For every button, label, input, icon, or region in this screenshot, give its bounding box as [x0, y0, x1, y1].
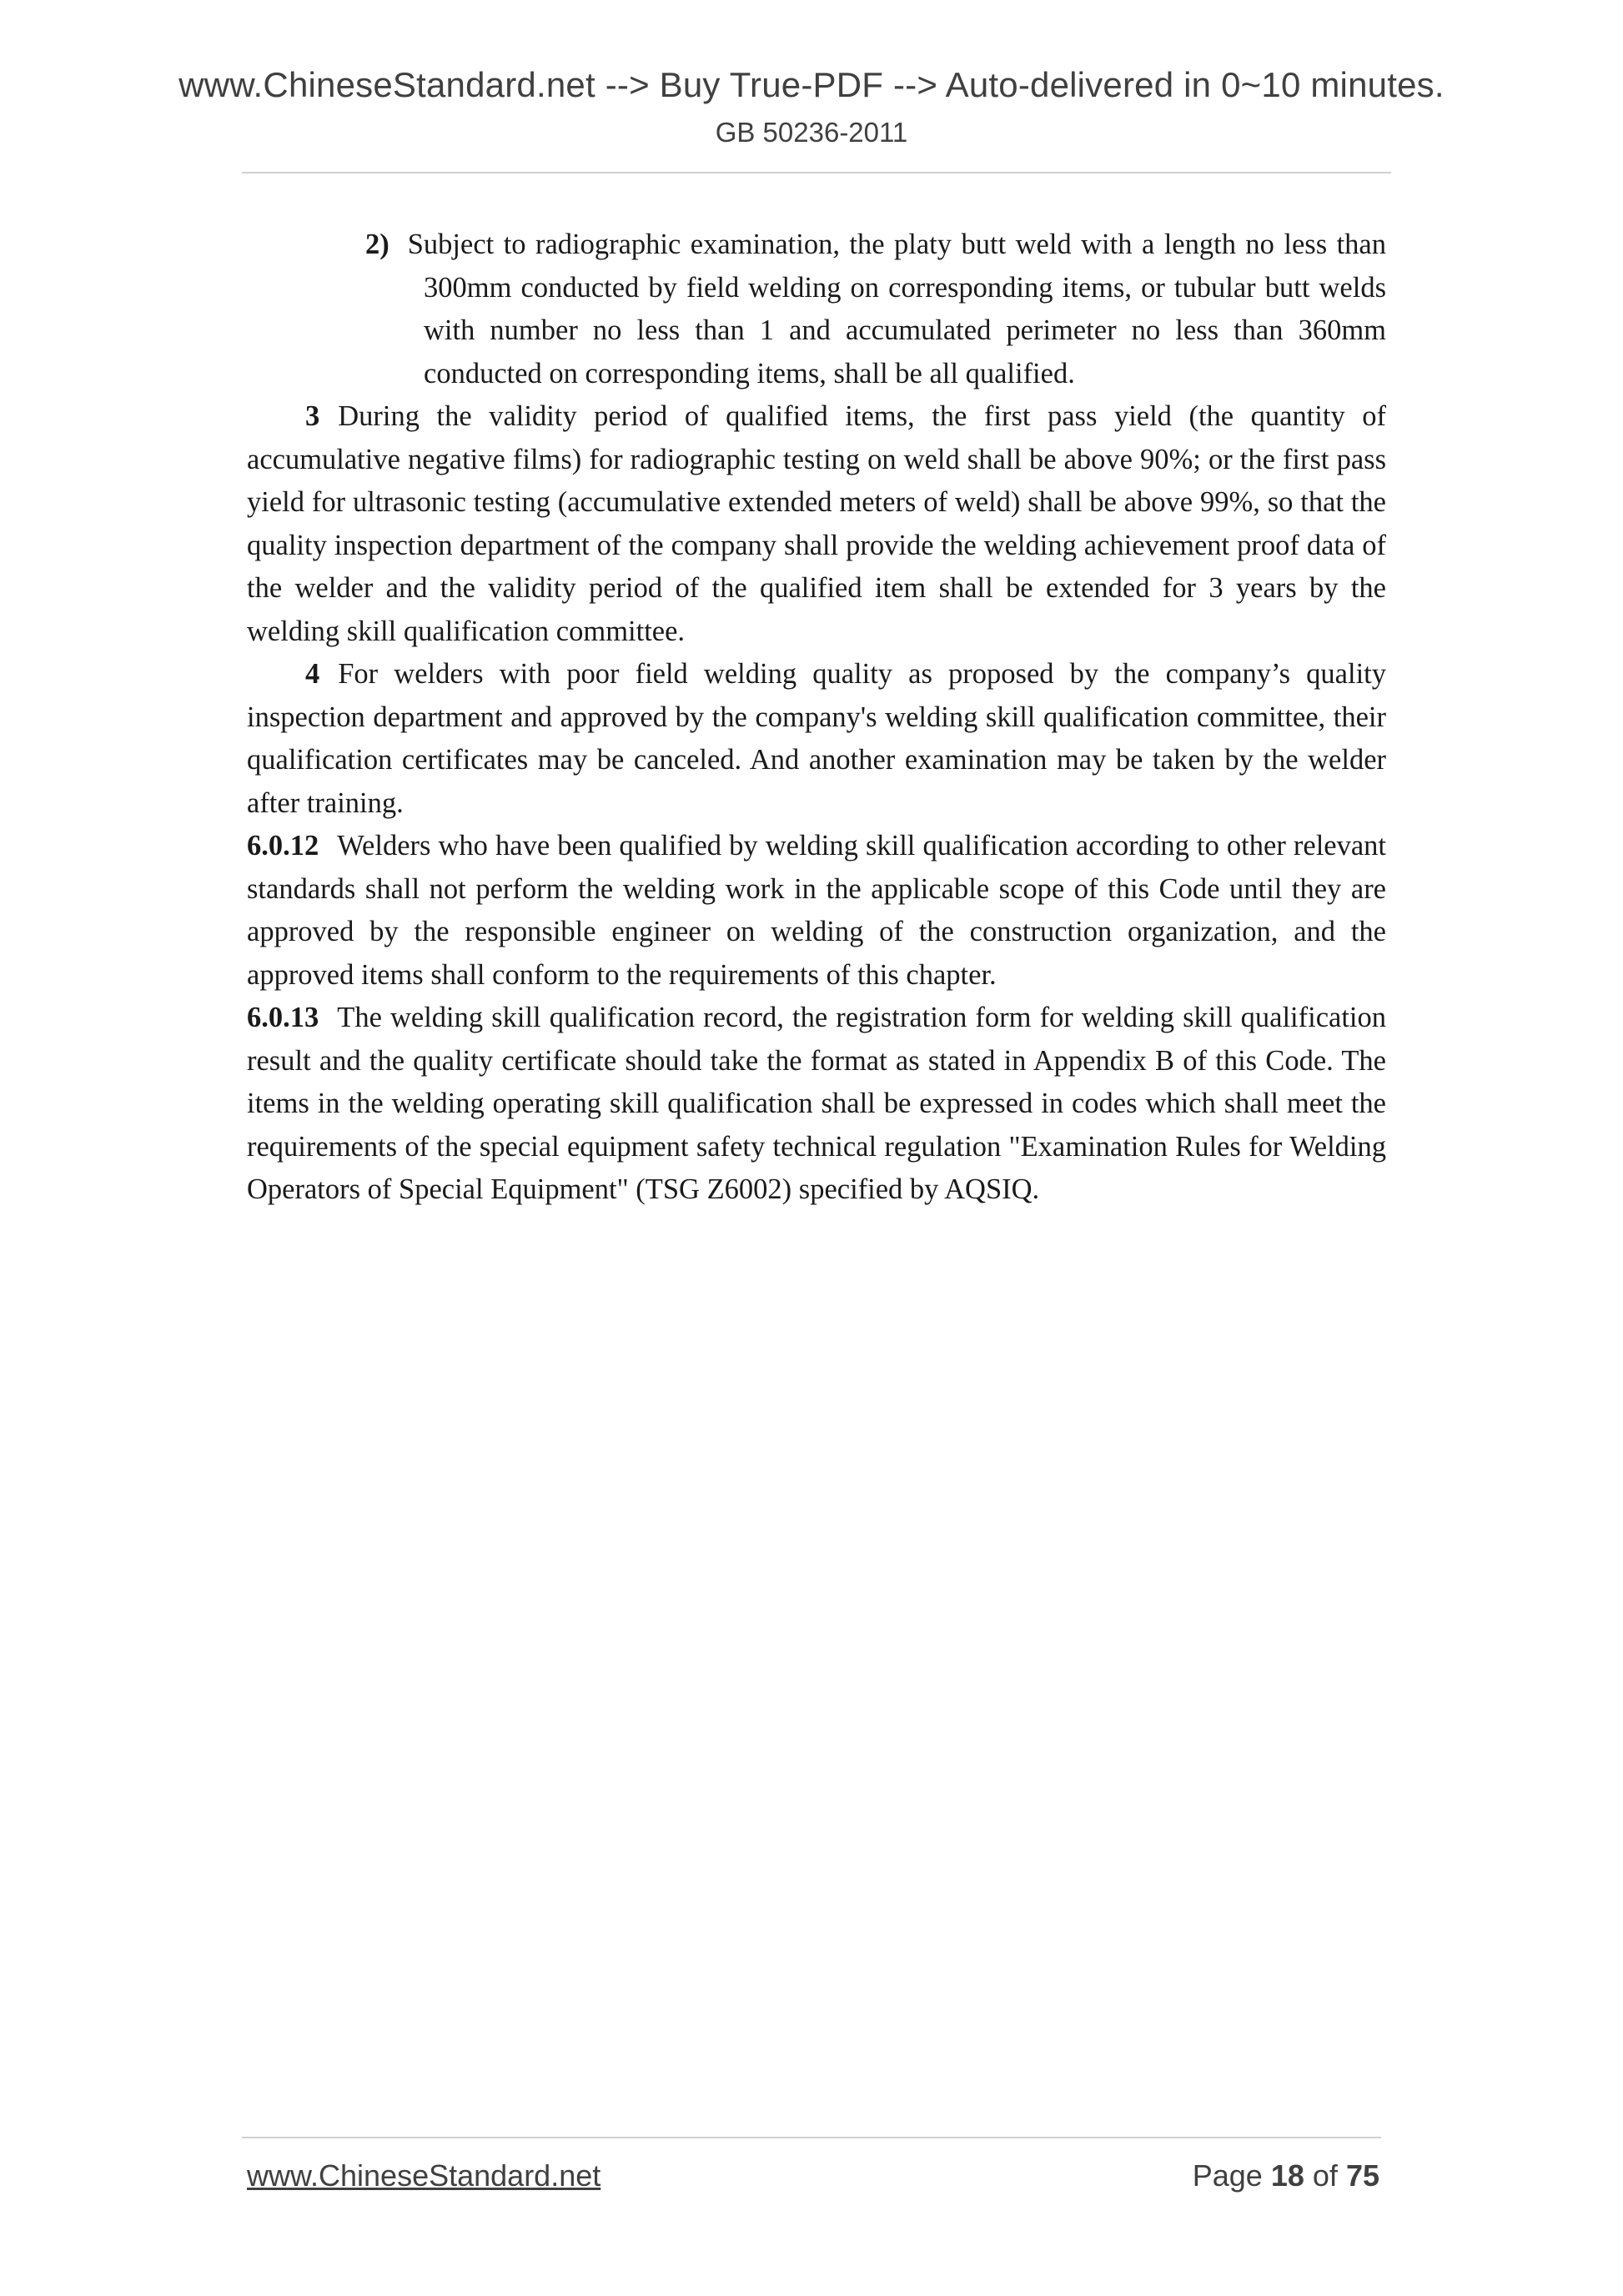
page-indicator — [1193, 2158, 1379, 2193]
clause-text: Welders who have been qualified by welding skill qualification according to other relevant standards shall not perform the welding work in the applicable scope of this Code until they are approved by the responsible engineer on welding of the construction organization, and the approved items shall conform to the requirements of this chapter. — [247, 830, 1386, 991]
document-body — [247, 224, 1386, 1212]
footer-site-link[interactable]: www.ChineseStandard.net — [247, 2158, 601, 2193]
page-total: 75 — [1345, 2158, 1379, 2193]
page-current: 18 — [1270, 2158, 1304, 2193]
sub-item-2 — [247, 224, 1386, 395]
header-divider — [242, 172, 1391, 173]
page-of-word: of — [1312, 2158, 1338, 2193]
item-4 — [247, 653, 1386, 825]
clause-6-0-13 — [247, 997, 1386, 1212]
header-promo-text: www.ChineseStandard.net --> Buy True-PDF --> Auto-delivered in 0~10 minutes. — [178, 65, 1445, 104]
page-word: Page — [1192, 2158, 1263, 2193]
clause-number: 6.0.12 — [247, 830, 319, 862]
sub-item-text: Subject to radiographic examination, the platy butt weld with a length no less than 300mm conducted by field welding on corresponding items, or tubular butt welds with number no less than 1 and accumulated perimeter no less than 360mm conducted on corresponding items, shall be all qualified. — [407, 229, 1386, 389]
item-number: 3 — [305, 400, 320, 432]
clause-text: The welding skill qualification record, the registration form for welding skill qualification result and the quality certificate should take the format as stated in Appendix B of this Code. The items in the welding operating skill qualification shall be expressed in codes which shall meet the requirements of the special equipment safety technical regulation "Examination Rules for Welding Operators of Special Equipment" (TSG Z6002) specified by AQSIQ. — [247, 1002, 1386, 1205]
standard-code: GB 50236-2011 — [715, 117, 908, 148]
footer-divider — [242, 2137, 1381, 2138]
item-number: 4 — [305, 658, 320, 690]
sub-item-number: 2) — [365, 229, 389, 260]
item-text: During the validity period of qualified items, the first pass yield (the quantity of accumulative negative films) for radiographic testing on weld shall be above 90%; or the first pass yield for ultrasonic testing (accumulative extended meters of weld) shall be above 99%, so that the quality inspection department of the company shall provide the welding achievement proof data of the welder and the validity period of the qualified item shall be extended for 3 years by the welding skill qualification committee. — [247, 400, 1386, 647]
clause-number: 6.0.13 — [247, 1002, 319, 1033]
item-3 — [247, 395, 1386, 653]
item-text: For welders with poor field welding quality as proposed by the company’s quality inspection department and approved by the company's welding skill qualification committee, their qualification certificates may be canceled. And another examination may be taken by the welder after training. — [247, 658, 1386, 819]
clause-6-0-12 — [247, 825, 1386, 997]
